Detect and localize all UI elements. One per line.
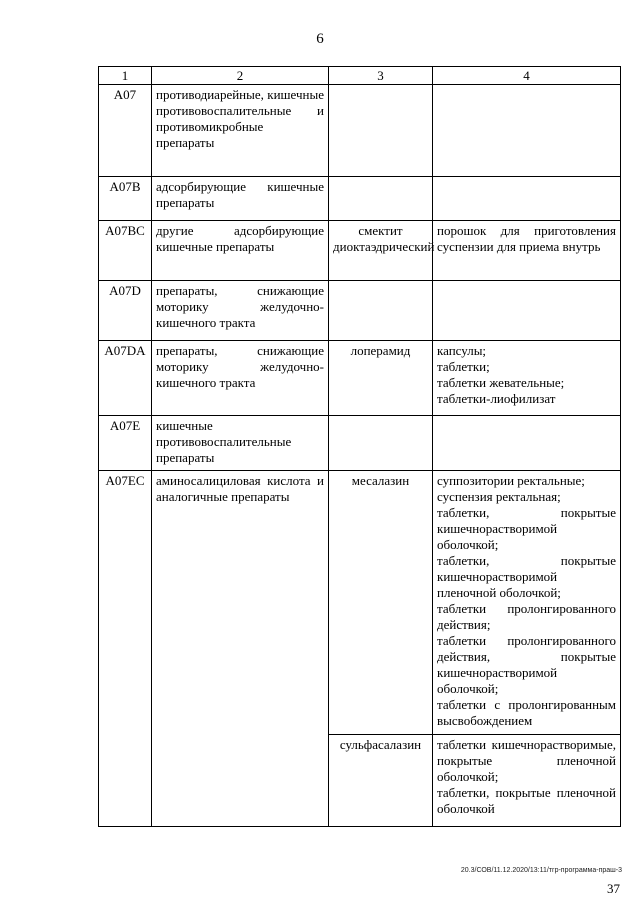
dosage-form-cell (433, 85, 621, 177)
group-name-cell: аминосалициловая кислота и аналогичные препараты (152, 471, 329, 827)
dosage-form-cell (433, 177, 621, 221)
header-cell: 4 (433, 67, 621, 85)
header-cell: 3 (329, 67, 433, 85)
document-code: 20.3/СОВ/11.12.2020/13:11/тгр-программа-праш-3 (460, 867, 622, 874)
drug-table (98, 66, 621, 827)
table-row (99, 177, 621, 221)
table-row (99, 85, 621, 177)
inn-cell: месалазин (329, 471, 433, 735)
atc-code-cell: A07 (99, 85, 152, 177)
dosage-form-item: таблетки пролонгированного действия; (437, 601, 616, 632)
dosage-form-cell (433, 341, 621, 416)
dosage-form-item: капсулы; (437, 343, 487, 358)
header-cell: 1 (99, 67, 152, 85)
dosage-form-cell (433, 221, 621, 281)
dosage-form-cell (433, 471, 621, 735)
atc-code-cell: A07B (99, 177, 152, 221)
group-name-cell: препараты, снижающие моторику желудочно-кишечного тракта (152, 341, 329, 416)
inn-cell (329, 281, 433, 341)
inn-cell (329, 85, 433, 177)
group-name-cell: кишечные противовоспалительные препараты (152, 416, 329, 471)
dosage-form-item: таблетки, покрытые кишечнорастворимой оболочкой; (437, 505, 616, 552)
dosage-form-item: суппозитории ректальные; (437, 473, 585, 488)
atc-code-cell: A07EC (99, 471, 152, 827)
dosage-form-cell (433, 735, 621, 827)
atc-code-cell: A07DA (99, 341, 152, 416)
inn-cell (329, 177, 433, 221)
table-row (99, 281, 621, 341)
page-number: 6 (316, 31, 324, 47)
table-header-row (99, 67, 621, 85)
group-name-cell: противодиарейные, кишечные противовоспалительные и противомикробные препараты (152, 85, 329, 177)
dosage-form-cell (433, 281, 621, 341)
dosage-form-item: таблетки, покрытые пленочной оболочкой (437, 785, 616, 816)
group-name-cell: адсорбирующие кишечные препараты (152, 177, 329, 221)
atc-code-cell: A07E (99, 416, 152, 471)
table-row (99, 471, 621, 735)
dosage-form-item: таблетки, покрытые кишечнорастворимой пленочной оболочкой; (437, 553, 616, 600)
dosage-form-item: суспензия ректальная; (437, 489, 561, 504)
table-body (99, 85, 621, 827)
dosage-form-item: таблетки кишечнорастворимые, покрытые пленочной оболочкой; (437, 737, 616, 784)
dosage-form-item: порошок для приготовления суспензии для приема внутрь (437, 223, 616, 254)
header-cell: 2 (152, 67, 329, 85)
dosage-form-item: таблетки с пролонгированным высвобождением (437, 697, 616, 728)
inn-cell: сульфасалазин (329, 735, 433, 827)
inn-cell: лоперамид (329, 341, 433, 416)
sheet-number: 37 (607, 881, 620, 896)
table-row (99, 221, 621, 281)
dosage-form-item: таблетки; (437, 359, 490, 374)
inn-cell (329, 416, 433, 471)
group-name-cell: другие адсорбирующие кишечные препараты (152, 221, 329, 281)
dosage-form-item: таблетки-лиофилизат (437, 391, 556, 406)
dosage-form-cell (433, 416, 621, 471)
group-name-cell: препараты, снижающие моторику желудочно-кишечного тракта (152, 281, 329, 341)
inn-cell: смектит диоктаэдрический (329, 221, 433, 281)
table-row (99, 341, 621, 416)
atc-code-cell: A07BC (99, 221, 152, 281)
dosage-form-item: таблетки жевательные; (437, 375, 565, 390)
table-row (99, 416, 621, 471)
atc-code-cell: A07D (99, 281, 152, 341)
dosage-form-item: таблетки пролонгированного действия, покрытые кишечнорастворимой оболочкой; (437, 633, 616, 696)
